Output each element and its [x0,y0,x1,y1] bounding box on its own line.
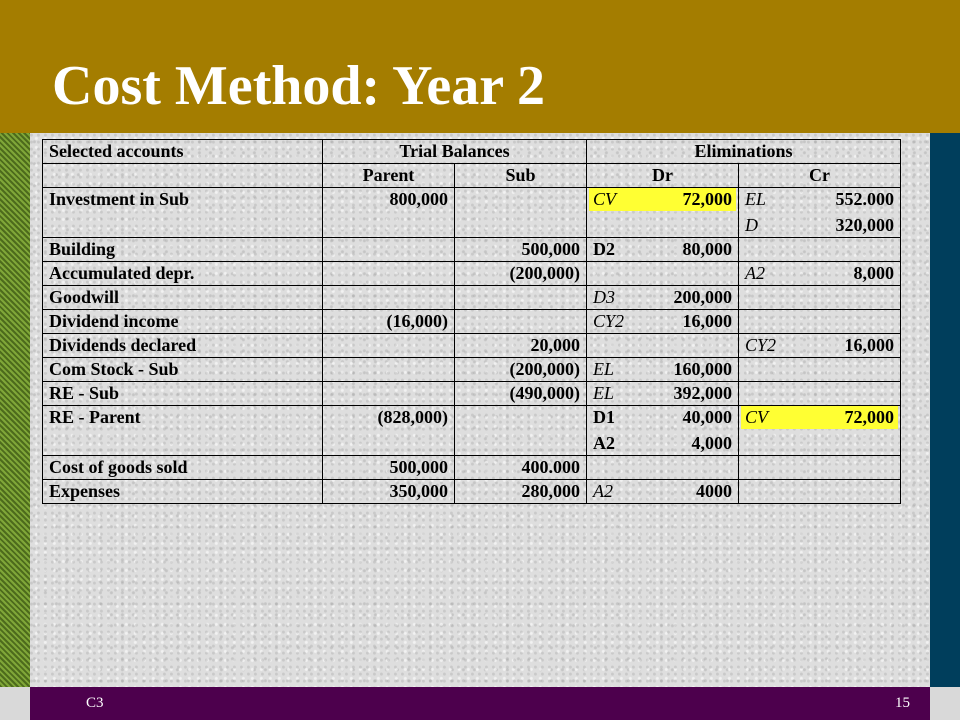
parent-balance [323,358,455,382]
entry-amount: 16,000 [682,311,732,331]
elimination-entry [741,406,898,429]
account-name: Accumulated depr. [43,262,323,286]
parent-balance [323,286,455,310]
sub-balance [455,188,587,238]
credit-eliminations [739,238,901,262]
header-parent: Parent [323,164,455,188]
elimination-entry [593,480,732,503]
table-row [43,334,901,358]
credit-eliminations [739,334,901,358]
credit-eliminations [739,286,901,310]
sub-balance [455,286,587,310]
credit-eliminations [739,310,901,334]
table-row [43,188,901,238]
slide-title: Cost Method: Year 2 [52,55,546,117]
credit-eliminations [739,358,901,382]
elimination-entry [745,214,894,237]
table-row [43,262,901,286]
header-sub: Sub [455,164,587,188]
header-eliminations: Eliminations [587,140,901,164]
parent-balance [323,262,455,286]
debit-eliminations [587,262,739,286]
table-row [43,406,901,456]
left-decorative-bar [0,133,30,687]
parent-balance: (828,000) [323,406,455,456]
parent-balance [323,334,455,358]
parent-balance: (16,000) [323,310,455,334]
debit-eliminations [587,188,739,238]
footer-chapter: C3 [86,695,104,711]
entry-code: D3 [593,287,615,307]
debit-eliminations [587,286,739,310]
debit-eliminations [587,406,739,456]
table-row [43,286,901,310]
credit-eliminations [739,456,901,480]
sub-balance [455,406,587,456]
elimination-entry [589,188,736,211]
entry-amount: 552.000 [835,189,894,209]
entry-code: CV [593,189,617,209]
parent-balance [323,238,455,262]
sub-balance: 20,000 [455,334,587,358]
elimination-entry [593,432,732,455]
entry-code: D1 [593,407,615,427]
sub-balance: 400.000 [455,456,587,480]
elimination-entry [745,334,894,357]
entry-amount: 8,000 [853,263,894,283]
table-row [43,480,901,504]
table-row [43,358,901,382]
account-name: RE - Parent [43,406,323,456]
worksheet-body [43,188,901,504]
sub-balance: (200,000) [455,262,587,286]
parent-balance [323,382,455,406]
credit-eliminations [739,262,901,286]
entry-code: EL [593,383,615,403]
credit-eliminations [739,480,901,504]
entry-amount: 72,000 [844,407,894,427]
account-name: Building [43,238,323,262]
header-dr: Dr [587,164,739,188]
entry-amount: 392,000 [673,383,732,403]
debit-eliminations [587,358,739,382]
debit-eliminations [587,480,739,504]
entry-amount: 16,000 [844,335,894,355]
elimination-worksheet [42,139,901,504]
entry-amount: 200,000 [673,287,732,307]
parent-balance: 350,000 [323,480,455,504]
entry-code: A2 [593,481,613,501]
debit-eliminations [587,456,739,480]
table-row [43,456,901,480]
elimination-entry [593,358,732,381]
account-name: Com Stock - Sub [43,358,323,382]
entry-amount: 72,000 [682,189,732,209]
sub-balance: 500,000 [455,238,587,262]
entry-amount: 40,000 [682,407,732,427]
header-blank [43,164,323,188]
sub-balance: (490,000) [455,382,587,406]
entry-code: EL [745,189,767,209]
header-trial-balances: Trial Balances [323,140,587,164]
elimination-entry [593,286,732,309]
header-row-2 [43,164,901,188]
table-row [43,310,901,334]
entry-amount: 4,000 [691,433,732,453]
account-name: Cost of goods sold [43,456,323,480]
elimination-entry [593,238,732,261]
sub-balance: 280,000 [455,480,587,504]
entry-code: CY2 [593,311,625,331]
footer-page-number: 15 [895,695,910,711]
credit-eliminations [739,188,901,238]
entry-code: D2 [593,239,615,259]
account-name: Investment in Sub [43,188,323,238]
sub-balance [455,310,587,334]
entry-code: A2 [745,263,765,283]
header-cr: Cr [739,164,901,188]
parent-balance: 800,000 [323,188,455,238]
entry-amount: 320,000 [835,215,894,235]
account-name: Expenses [43,480,323,504]
footer-bar [30,687,930,720]
credit-eliminations [739,382,901,406]
entry-code: D [745,215,758,235]
elimination-entry [593,382,732,405]
debit-eliminations [587,310,739,334]
account-name: RE - Sub [43,382,323,406]
header-row-1 [43,140,901,164]
elimination-entry [593,406,732,429]
entry-code: CV [745,407,769,427]
header-selected-accounts: Selected accounts [43,140,323,164]
entry-amount: 160,000 [673,359,732,379]
account-name: Dividends declared [43,334,323,358]
debit-eliminations [587,238,739,262]
title-bar [0,0,960,133]
right-decorative-bar [930,133,960,687]
debit-eliminations [587,382,739,406]
entry-amount: 4000 [696,481,732,501]
elimination-entry [745,262,894,285]
entry-code: CY2 [745,335,777,355]
entry-code: A2 [593,433,615,453]
table-row [43,238,901,262]
sub-balance: (200,000) [455,358,587,382]
table-row [43,382,901,406]
elimination-entry [593,310,732,333]
account-name: Dividend income [43,310,323,334]
parent-balance: 500,000 [323,456,455,480]
credit-eliminations [739,406,901,456]
entry-amount: 80,000 [682,239,732,259]
entry-code: EL [593,359,615,379]
account-name: Goodwill [43,286,323,310]
debit-eliminations [587,334,739,358]
elimination-entry [745,188,894,211]
